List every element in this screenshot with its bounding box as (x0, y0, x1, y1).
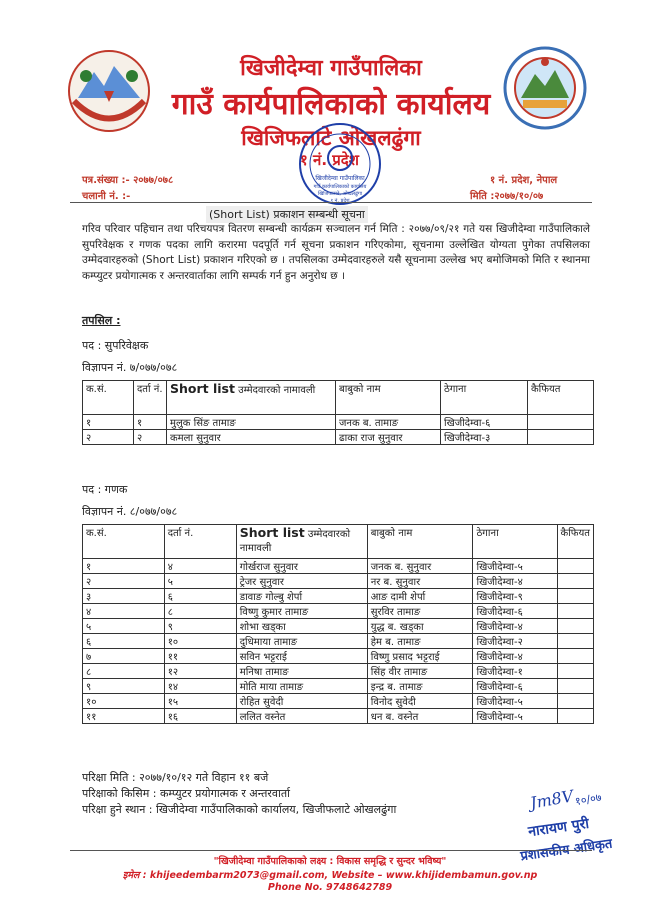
header-municipality-name: खिजीदेम्वा गाउँपालिका (240, 56, 422, 81)
col-name (236, 525, 367, 559)
col-name (167, 381, 336, 415)
patra-sankhya: पत्र.संख्या :- २०७७/०७८ (82, 175, 174, 186)
signature-scribble: Jm8V (528, 786, 575, 813)
table-cell: ३ (83, 589, 165, 604)
table-cell: ९ (164, 619, 236, 634)
stamp-text-3: खिजिफलाटे, ओखलढुंगा (317, 191, 363, 197)
table-cell (528, 430, 594, 445)
table-cell: ७ (83, 649, 165, 664)
table-row (83, 559, 594, 574)
table-cell: धन ब. वस्नेत (367, 709, 473, 724)
table-cell: ट्रेजर सुनुवार (236, 574, 367, 589)
col-address: ठेगाना (473, 525, 557, 559)
col-address: ठेगाना (441, 381, 528, 415)
table-cell: नर ब. सुनुवार (367, 574, 473, 589)
table-cell: २ (83, 574, 165, 589)
exam-type: परिक्षाको किसिम : कम्प्युटर प्रयोगात्मक र अन्तरवार्ता (82, 787, 290, 800)
table-row (83, 604, 594, 619)
table-cell: मनिषा तामाङ (236, 664, 367, 679)
table-cell (557, 664, 593, 679)
table-row (83, 415, 594, 430)
table-cell: ८ (83, 664, 165, 679)
table-cell: खिजीदेम्वा-५ (473, 694, 557, 709)
office-stamp (296, 120, 384, 208)
table-cell: जनक ब. सुनुवार (367, 559, 473, 574)
letter-date: मिति :२०७७/१०/०७ (470, 191, 544, 202)
table-row (83, 694, 594, 709)
table-cell: ११ (83, 709, 165, 724)
table-cell: १ (83, 559, 165, 574)
stamp-text-2: गाउँ कार्यपालिकाको कार्यालय (313, 184, 367, 190)
notice-body: गरिव परिवार पहिचान तथा परिचयपत्र वितरण सम्बन्धी कार्यक्रम सञ्चालन गर्न मिति : २०७७/०९/२१ गते यस खिजीदेम्वा गाउँपालिकाले सुपरिवेक्षक र गणक पदका लागि करारमा पदपूर्ति गर्न सूचना प्रकाशन गरिएकोमा, सूचनामा उल्लेखित योग्यता पुगेका तपसिलका उम्मेदवारहरुको (Short List) प्रकाशन गरिएको छ । तपसिलका उम्मेदवारहरुले यसै सूचनामा उल्लेख भए बमोजिमको मिति र स्थानमा कम्प्युटर प्रयोगात्मक र अन्तरवार्ताका लागि सम्पर्क गर्न हुन अनुरोध छ । (82, 223, 590, 282)
table-cell: गोर्खराज सुनुवार (236, 559, 367, 574)
supervisor-shortlist-table (82, 380, 594, 445)
signature-date: १०/०७ (574, 790, 603, 809)
table-row (83, 709, 594, 724)
table-cell: खिजीदेम्वा-३ (441, 430, 528, 445)
table-cell: डावाङ गोल्बु शेर्पा (236, 589, 367, 604)
table-cell: विष्णु कुमार तामाङ (236, 604, 367, 619)
table-cell: २ (83, 430, 134, 445)
col-name-namavali: उम्मेदवारको नामावली (239, 529, 351, 554)
enumerator-shortlist-table (82, 524, 594, 724)
stamp-text-1: खिजीदेम्वा गाउँपालिका (315, 175, 365, 182)
table-cell: ढाका राज सुनुवार (336, 430, 441, 445)
col-father: बाबुको नाम (336, 381, 441, 415)
section1-post: पद : सुपरिवेक्षक (82, 339, 149, 352)
signatory-name: नारायण पुरी (527, 815, 591, 841)
table-cell: ६ (83, 634, 165, 649)
table-cell: खिजीदेम्वा-६ (441, 415, 528, 430)
table-cell: आङ दामी शेर्पा (367, 589, 473, 604)
header-office-name: गाउँ कार्यपालिकाको कार्यालय (171, 87, 491, 122)
col-remarks: कैफियत (557, 525, 593, 559)
table-cell: ९ (83, 679, 165, 694)
footer-contact: इमेल : khijeedembarm2073@gmail.com, Website – www.khijidembamun.gov.np (122, 870, 538, 881)
table-cell: मोति माया तामाङ (236, 679, 367, 694)
table-cell: ५ (164, 574, 236, 589)
notice-title: (Short List) प्रकाशन सम्बन्धी सूचना (206, 206, 368, 223)
table-row (83, 574, 594, 589)
header-province: १ नं. प्रदेश (300, 151, 359, 169)
table-cell (557, 574, 593, 589)
table-cell: १२ (164, 664, 236, 679)
table-cell: खिजीदेम्वा-१ (473, 664, 557, 679)
table-cell: खिजीदेम्वा-६ (473, 679, 557, 694)
signatory-title: प्रशासकीय अधिकृत (519, 836, 614, 865)
header-address: खिजिफलाटे ओखलढुंगा (241, 126, 421, 150)
table-cell: १ (134, 415, 167, 430)
table-row (83, 679, 594, 694)
table-cell: खिजीदेम्वा-४ (473, 574, 557, 589)
table-cell: विष्णु प्रसाद भट्टराई (367, 649, 473, 664)
table-cell (557, 694, 593, 709)
footer-motto: "खिजीदेम्वा गाउँपालिकाको लक्ष्य : विकास समृद्धि र सुन्दर भविष्य" (213, 856, 447, 867)
table-cell: १ (83, 415, 134, 430)
table-cell: ४ (83, 604, 165, 619)
table-cell: १० (83, 694, 165, 709)
table-cell: ४ (164, 559, 236, 574)
exam-place: परिक्षा हुने स्थान : खिजीदेम्वा गाउँपालिकाको कार्यालय, खिजीफलाटे ओखलढुंगा (82, 803, 397, 816)
col-remarks: कैफियत (528, 381, 594, 415)
col-sn: क.सं. (83, 381, 134, 415)
col-name-shortlist: Short list (239, 525, 305, 540)
table-row (83, 649, 594, 664)
table-row (83, 589, 594, 604)
table-cell (557, 634, 593, 649)
table-cell: खिजीदेम्वा-६ (473, 604, 557, 619)
table-cell: कमला सुनुवार (167, 430, 336, 445)
footer-phone: Phone No. 9748642789 (267, 882, 393, 893)
tapasil-label: तपसिल : (82, 314, 121, 327)
table-cell: १५ (164, 694, 236, 709)
table-cell: सुरविर तामाङ (367, 604, 473, 619)
table-cell: खिजीदेम्वा-९ (473, 589, 557, 604)
col-sn: क.सं. (83, 525, 165, 559)
pradesh-label: १ नं. प्रदेश, नेपाल (490, 175, 558, 186)
table-cell: २ (134, 430, 167, 445)
col-father: बाबुको नाम (367, 525, 473, 559)
table-cell (557, 559, 593, 574)
table-cell (557, 619, 593, 634)
exam-date: परिक्षा मिति : २०७७/१०/१२ गते विहान ११ बजे (82, 771, 269, 784)
table-cell: ६ (164, 589, 236, 604)
table-cell (557, 709, 593, 724)
col-darta: दर्ता नं. (164, 525, 236, 559)
table-cell: सिंह वीर तामाङ (367, 664, 473, 679)
stamp-text-4: १ नं. प्रदेश (330, 198, 350, 204)
table-cell: युद्ध ब. खड्का (367, 619, 473, 634)
section2-advert: विज्ञापन नं. ८/०७७/०७८ (82, 505, 178, 518)
table-cell: ११ (164, 649, 236, 664)
table-cell (557, 649, 593, 664)
table-cell: ५ (83, 619, 165, 634)
table-cell: जनक ब. तामाङ (336, 415, 441, 430)
table-cell: विनोद सुवेदी (367, 694, 473, 709)
table-cell: खिजीदेम्वा-५ (473, 709, 557, 724)
table-row (83, 430, 594, 445)
table-cell: ललित वस्नेत (236, 709, 367, 724)
table-cell: खिजीदेम्वा-४ (473, 619, 557, 634)
table-cell: १४ (164, 679, 236, 694)
table-cell: खिजीदेम्वा-४ (473, 649, 557, 664)
table-cell: सविन भट्टराई (236, 649, 367, 664)
chalani-number: चलानी नं. :- (82, 191, 131, 202)
table-cell: ८ (164, 604, 236, 619)
col-darta: दर्ता नं. (134, 381, 167, 415)
table-cell (557, 589, 593, 604)
table-cell: मुलुक सिंङ तामाङ (167, 415, 336, 430)
col-name-namavali: उम्मेदवारको नामावली (238, 385, 316, 396)
table-cell: शोभा खड्का (236, 619, 367, 634)
table-cell: इन्द्र ब. तामाङ (367, 679, 473, 694)
table-cell: हेम ब. तामाङ (367, 634, 473, 649)
col-name-shortlist: Short list (170, 381, 235, 396)
table-row (83, 619, 594, 634)
table-cell: खिजीदेम्वा-५ (473, 559, 557, 574)
table-cell: रोहित सुवेदी (236, 694, 367, 709)
table-cell: दुधिमाया तामाङ (236, 634, 367, 649)
table-cell: खिजीदेम्वा-२ (473, 634, 557, 649)
table-cell: १६ (164, 709, 236, 724)
table-row (83, 664, 594, 679)
table-cell (528, 415, 594, 430)
section2-post: पद : गणक (82, 483, 128, 496)
section1-advert: विज्ञापन नं. ७/०७७/०७८ (82, 361, 178, 374)
table-cell: १० (164, 634, 236, 649)
footer-divider (70, 850, 592, 851)
table-cell (557, 679, 593, 694)
table-row (83, 634, 594, 649)
table-cell (557, 604, 593, 619)
header-divider (70, 202, 592, 203)
